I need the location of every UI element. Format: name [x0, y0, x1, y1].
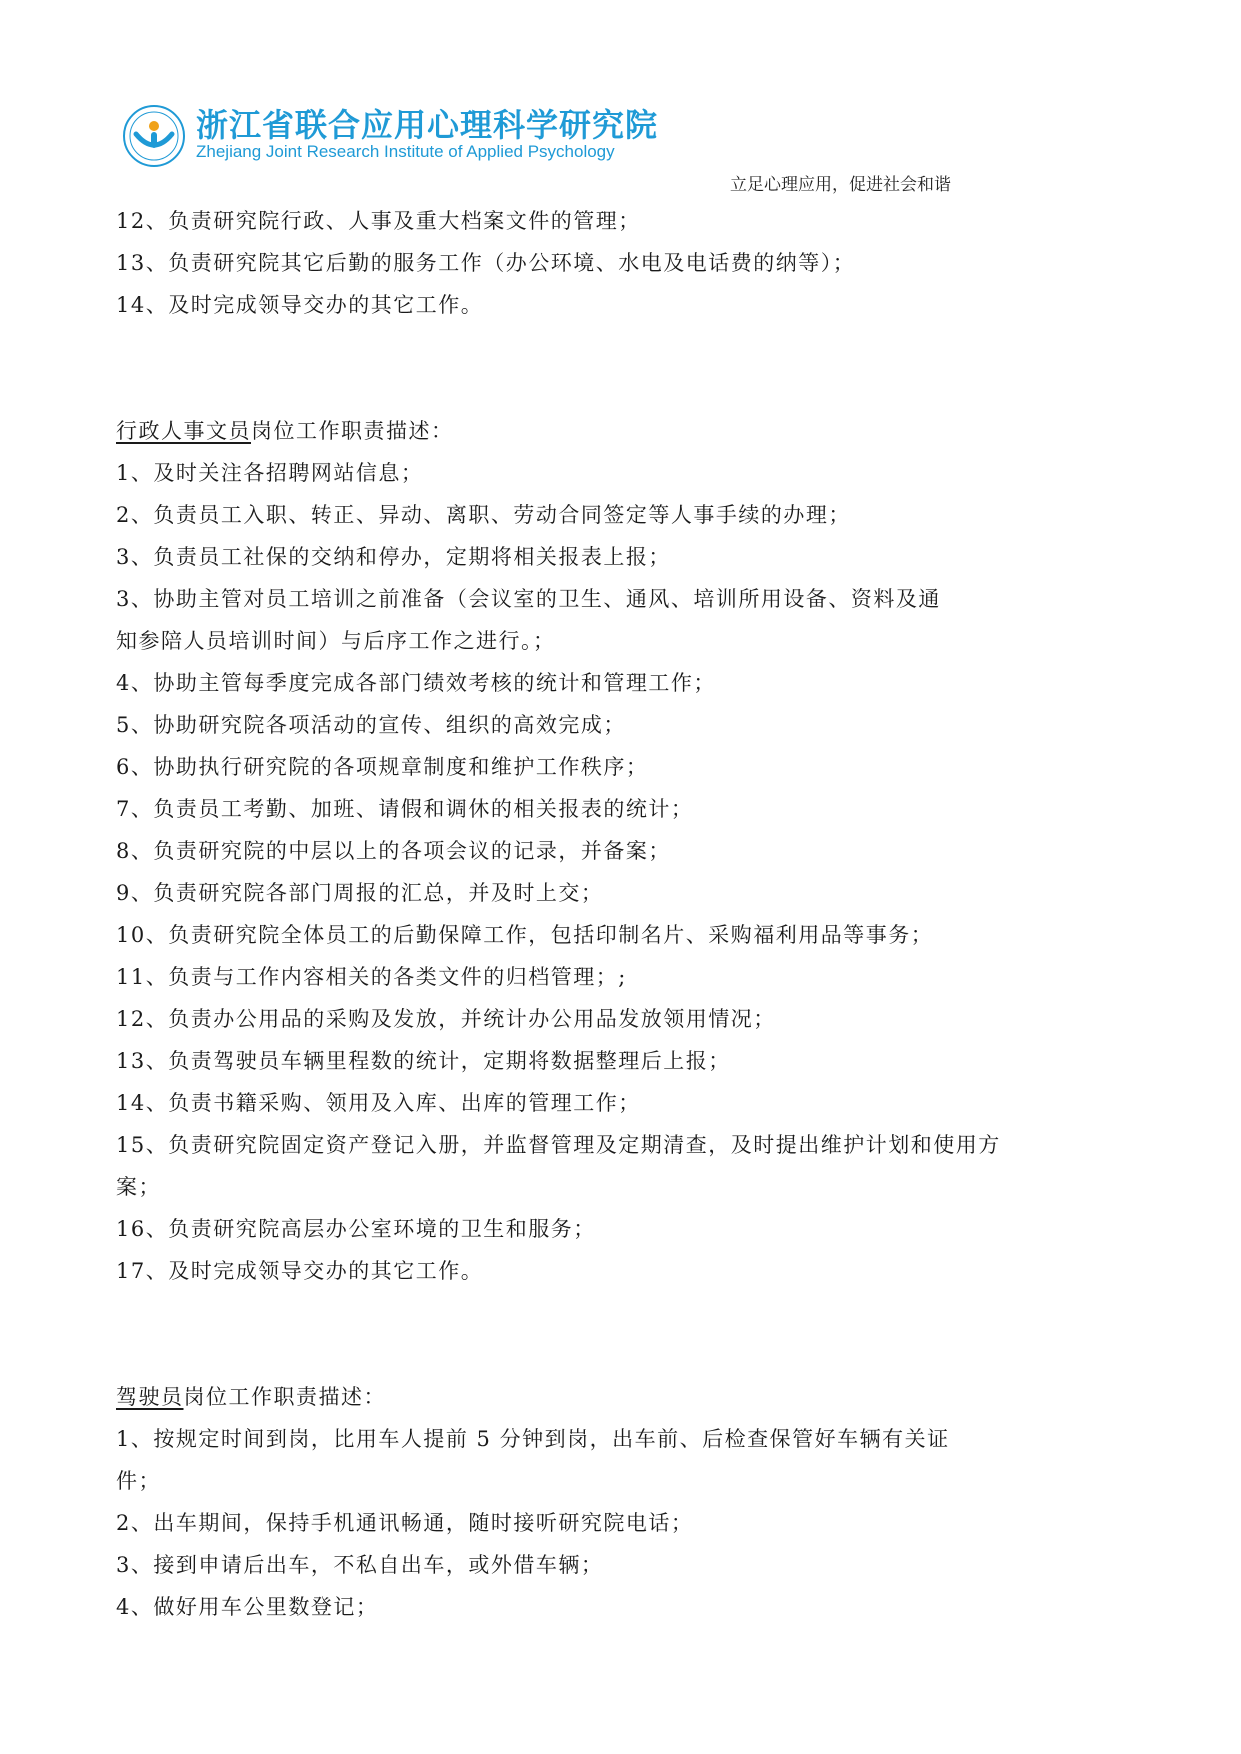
list-item: 3、接到申请后出车，不私自出车，或外借车辆；	[116, 1553, 604, 1577]
list-item-continuation: 案；	[116, 1175, 161, 1199]
list-item: 1、及时关注各招聘网站信息；	[116, 461, 424, 485]
list-item: 3、负责员工社保的交纳和停办，定期将相关报表上报；	[116, 545, 671, 569]
list-item-continuation: 件；	[116, 1469, 161, 1493]
list-item: 3、协助主管对员工培训之前准备（会议室的卫生、通风、培训所用设备、资料及通	[116, 587, 941, 611]
list-item: 6、协助执行研究院的各项规章制度和维护工作秩序；	[116, 755, 649, 779]
list-item: 12、负责办公用品的采购及发放，并统计办公用品发放领用情况；	[116, 1007, 776, 1031]
list-item: 13、负责驾驶员车辆里程数的统计，定期将数据整理后上报；	[116, 1049, 731, 1073]
psychology-institute-emblem-icon	[122, 104, 186, 168]
list-item: 2、出车期间，保持手机通讯畅通，随时接听研究院电话；	[116, 1511, 694, 1535]
document-body	[116, 200, 1096, 1628]
list-item: 14、负责书籍采购、领用及入库、出库的管理工作；	[116, 1091, 641, 1115]
list-item: 4、做好用车公里数登记；	[116, 1595, 379, 1619]
list-item: 7、负责员工考勤、加班、请假和调休的相关报表的统计；	[116, 797, 694, 821]
section-title-suffix: 岗位工作职责描述：	[251, 419, 454, 443]
list-item: 15、负责研究院固定资产登记入册，并监督管理及定期清查，及时提出维护计划和使用方	[116, 1133, 1001, 1157]
list-item: 12、负责研究院行政、人事及重大档案文件的管理；	[116, 209, 641, 233]
list-item: 9、负责研究院各部门周报的汇总，并及时上交；	[116, 881, 604, 905]
org-name-cn: 浙江省联合应用心理科学研究院	[196, 106, 659, 144]
list-item: 4、协助主管每季度完成各部门绩效考核的统计和管理工作；	[116, 671, 716, 695]
role-name: 行政人事文员	[116, 419, 251, 443]
list-item: 14、及时完成领导交办的其它工作。	[116, 293, 484, 317]
list-item: 13、负责研究院其它后勤的服务工作（办公环境、水电及电话费的纳等）；	[116, 251, 856, 275]
slogan: 立足心理应用，促进社会和谐	[730, 175, 951, 195]
list-item: 17、及时完成领导交办的其它工作。	[116, 1259, 484, 1283]
list-item: 1、按规定时间到岗，比用车人提前 5 分钟到岗，出车前、后检查保管好车辆有关证	[116, 1427, 950, 1451]
list-item: 16、负责研究院高层办公室环境的卫生和服务；	[116, 1217, 596, 1241]
section-title-driver	[116, 1376, 1096, 1418]
list-item: 2、负责员工入职、转正、异动、离职、劳动合同签定等人事手续的办理；	[116, 503, 851, 527]
list-item: 5、协助研究院各项活动的宣传、组织的高效完成；	[116, 713, 626, 737]
list-item-continuation: 知参陪人员培训时间）与后序工作之进行。；	[116, 629, 556, 653]
role-name: 驾驶员	[116, 1385, 184, 1409]
list-item: 10、负责研究院全体员工的后勤保障工作，包括印制名片、采购福利用品等事务；	[116, 923, 934, 947]
org-name-en: Zhejiang Joint Research Institute of Applied Psychology	[196, 142, 615, 161]
section-title-suffix: 岗位工作职责描述：	[183, 1385, 386, 1409]
list-item: 11、负责与工作内容相关的各类文件的归档管理；;	[116, 965, 627, 989]
section-title-admin	[116, 410, 1096, 452]
list-item: 8、负责研究院的中层以上的各项会议的记录，并备案；	[116, 839, 671, 863]
